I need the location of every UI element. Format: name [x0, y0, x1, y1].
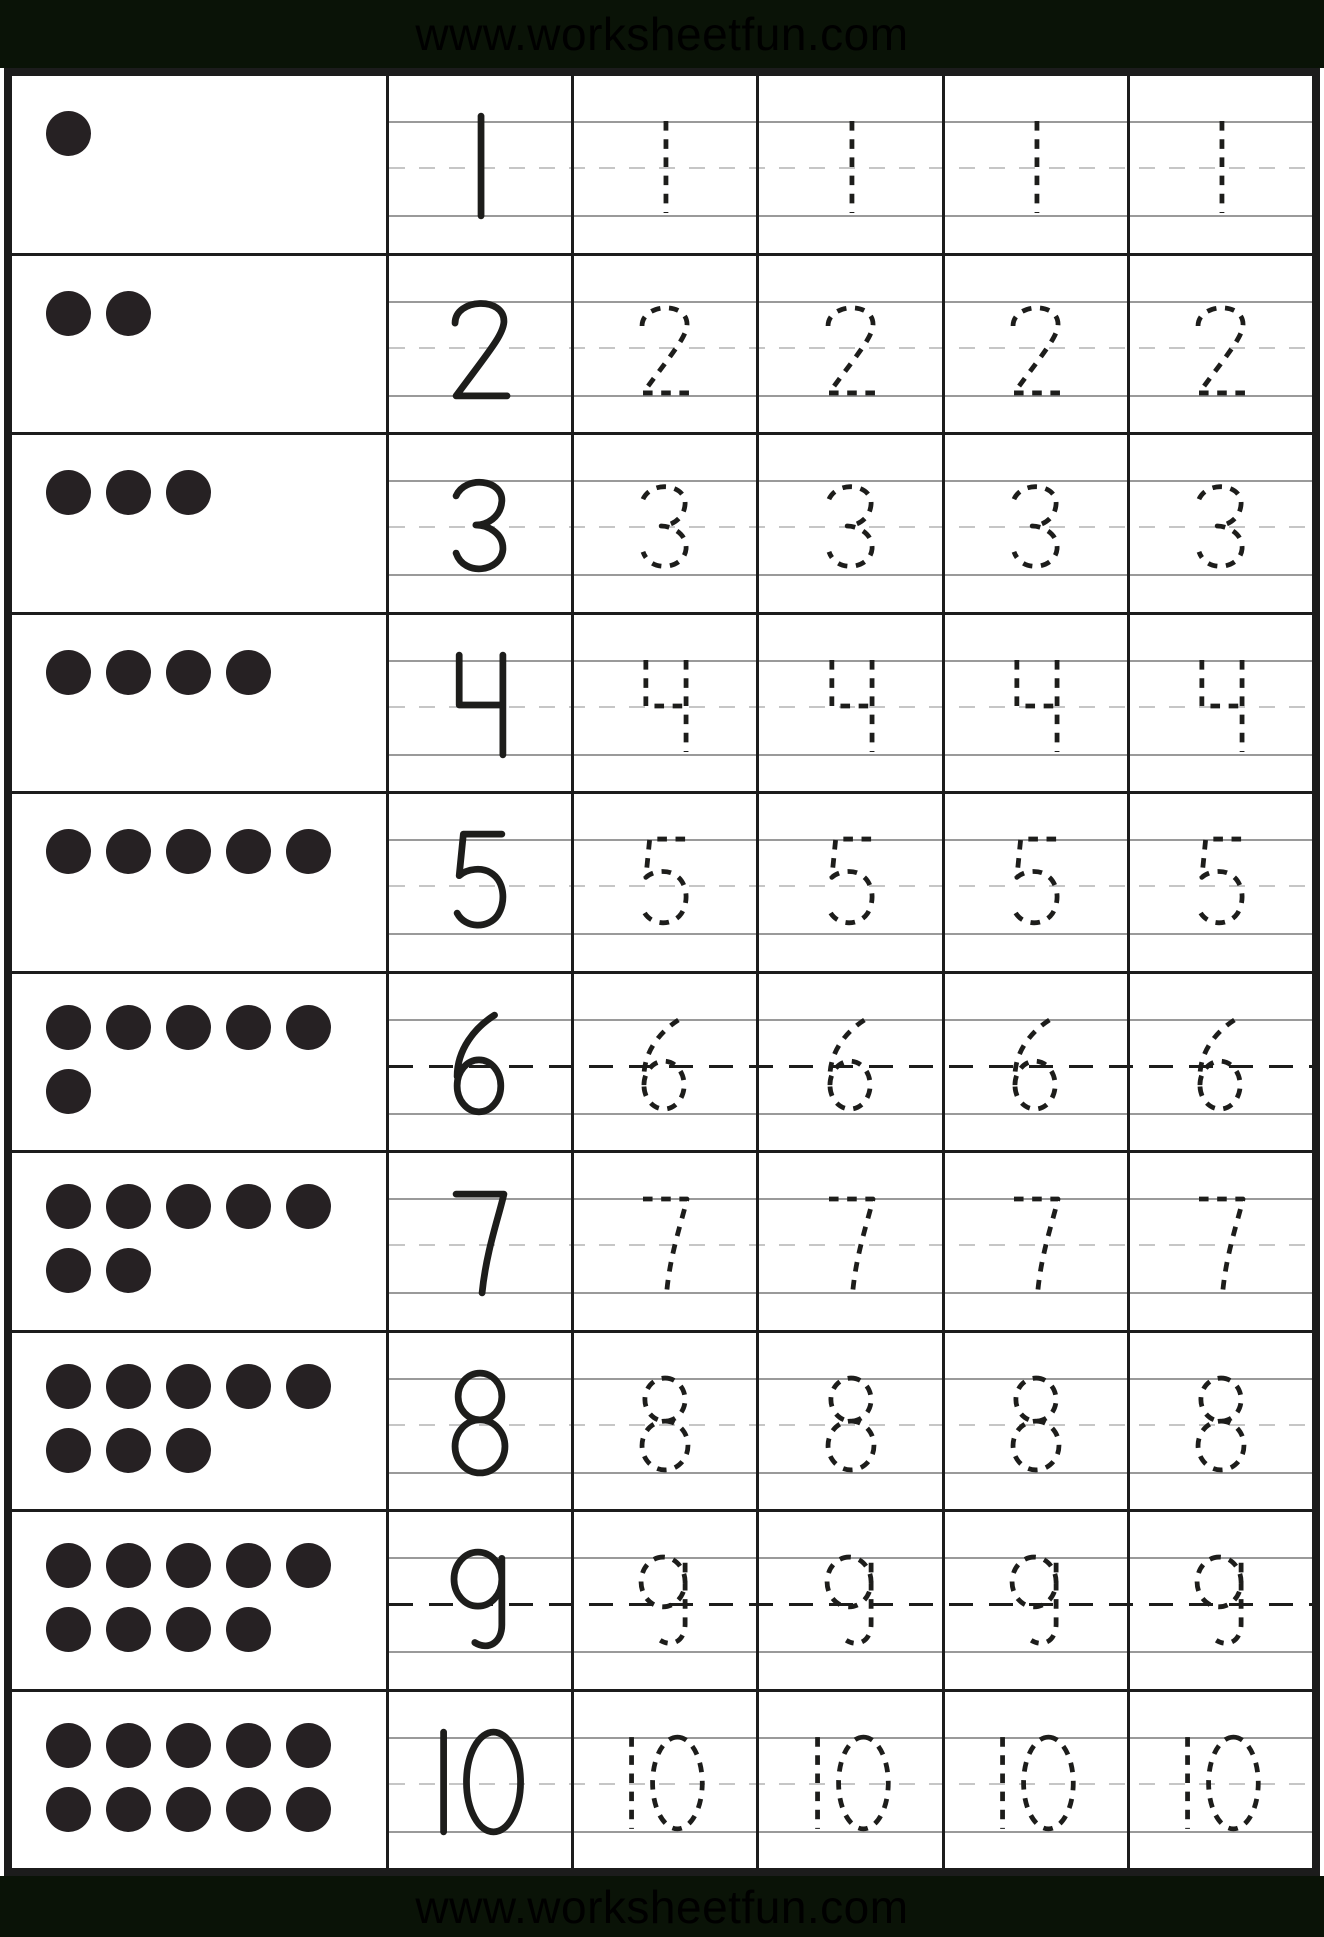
row-9 [12, 1512, 1312, 1692]
dots-cell-10 [12, 1692, 389, 1869]
count-dot [106, 291, 151, 336]
number-cell-trace-1-3 [942, 76, 1127, 253]
count-dot [166, 1005, 211, 1050]
dot-line [46, 829, 386, 874]
count-dot [46, 650, 91, 695]
count-dot [46, 1248, 91, 1293]
digit-trace-svg [1002, 478, 1069, 574]
count-dot [226, 650, 271, 695]
count-dot [286, 1005, 331, 1050]
count-dot [106, 1723, 151, 1768]
digit-solid-svg [444, 832, 517, 936]
number-cell-trace-2-4 [1127, 256, 1312, 433]
number-cell-trace-6-1 [571, 974, 756, 1151]
number-area-6 [389, 974, 1312, 1151]
number-cell-trace-3-3 [942, 435, 1127, 612]
row-6 [12, 974, 1312, 1154]
digit-trace-svg [817, 1555, 884, 1651]
count-dot [286, 1543, 331, 1588]
number-cell-trace-2-3 [942, 256, 1127, 433]
digit-trace-svg [632, 1017, 699, 1113]
count-dot [46, 1184, 91, 1229]
dots-cell-7 [12, 1153, 389, 1330]
dots-cell-3 [12, 435, 389, 612]
count-dot [166, 829, 211, 874]
count-dot [166, 1184, 211, 1229]
digit-solid-svg [444, 1371, 517, 1475]
count-dot [226, 1787, 271, 1832]
digit-trace-svg [632, 1555, 699, 1651]
digit-trace-svg [632, 119, 699, 215]
count-dot [46, 1607, 91, 1652]
number-cell-trace-4-4 [1127, 615, 1312, 792]
count-dot [46, 1428, 91, 1473]
digit-trace-svg [817, 837, 884, 933]
number-cell-trace-8-1 [571, 1333, 756, 1510]
number-area-7 [389, 1153, 1312, 1330]
number-cell-trace-2-1 [571, 256, 756, 433]
header-url: www.worksheetfun.com [415, 8, 909, 60]
count-dot [286, 1184, 331, 1229]
number-cell-solid-10 [389, 1692, 571, 1869]
count-dot [46, 1005, 91, 1050]
number-cell-trace-1-2 [756, 76, 941, 253]
number-cell-trace-4-2 [756, 615, 941, 792]
count-dot [286, 1364, 331, 1409]
count-dot [46, 291, 91, 336]
number-cell-trace-7-1 [571, 1153, 756, 1330]
number-cell-trace-6-2 [756, 974, 941, 1151]
count-dot [226, 829, 271, 874]
count-dot [226, 1723, 271, 1768]
count-dot [286, 1723, 331, 1768]
row-4 [12, 615, 1312, 795]
digit-trace-svg [1187, 1196, 1254, 1292]
digit-trace-svg [1187, 119, 1254, 215]
number-cell-solid-2 [389, 256, 571, 433]
dot-line [46, 1069, 386, 1114]
digit-trace-svg [817, 1017, 884, 1113]
number-cell-trace-9-3 [942, 1512, 1127, 1689]
worksheet-table [4, 68, 1320, 1876]
digit-trace-svg [817, 1376, 884, 1472]
number-area-5 [389, 794, 1312, 971]
digit-solid-svg [433, 1730, 527, 1834]
count-dot [226, 1005, 271, 1050]
count-dot [46, 111, 91, 156]
digit-trace-svg [1002, 299, 1069, 395]
digit-trace-svg [1002, 1376, 1069, 1472]
count-dot [46, 1364, 91, 1409]
count-dot [226, 1184, 271, 1229]
number-cell-trace-8-2 [756, 1333, 941, 1510]
number-cell-solid-1 [389, 76, 571, 253]
digit-trace-svg [993, 1735, 1079, 1831]
digit-trace-svg [1187, 299, 1254, 395]
dot-line [46, 1543, 386, 1588]
count-dot [166, 1364, 211, 1409]
number-cell-trace-6-4 [1127, 974, 1312, 1151]
count-dot [46, 829, 91, 874]
count-dot [46, 1787, 91, 1832]
digit-trace-svg [1187, 1017, 1254, 1113]
count-dot [106, 1607, 151, 1652]
dots-cell-2 [12, 256, 389, 433]
digit-trace-svg [1002, 1017, 1069, 1113]
number-cell-trace-10-3 [942, 1692, 1127, 1869]
count-dot [166, 1607, 211, 1652]
number-cell-solid-4 [389, 615, 571, 792]
digit-trace-svg [632, 837, 699, 933]
row-1 [12, 76, 1312, 256]
header-band [0, 0, 1324, 68]
number-area-9 [389, 1512, 1312, 1689]
digit-trace-svg [1187, 1376, 1254, 1472]
count-dot [46, 1723, 91, 1768]
digit-trace-svg [632, 299, 699, 395]
row-8 [12, 1333, 1312, 1513]
dot-line [46, 1364, 386, 1409]
digit-trace-svg [1187, 837, 1254, 933]
number-cell-trace-4-1 [571, 615, 756, 792]
count-dot [166, 1723, 211, 1768]
dots-cell-9 [12, 1512, 389, 1689]
digit-trace-svg [1178, 1735, 1264, 1831]
number-cell-trace-7-2 [756, 1153, 941, 1330]
count-dot [286, 1787, 331, 1832]
number-cell-trace-8-3 [942, 1333, 1127, 1510]
count-dot [106, 470, 151, 515]
count-dot [106, 1248, 151, 1293]
number-cell-trace-4-3 [942, 615, 1127, 792]
number-cell-solid-7 [389, 1153, 571, 1330]
dots-cell-8 [12, 1333, 389, 1510]
count-dot [106, 829, 151, 874]
dot-line [46, 1787, 386, 1832]
digit-trace-svg [1002, 119, 1069, 215]
dots-cell-1 [12, 76, 389, 253]
count-dot [106, 1428, 151, 1473]
count-dot [166, 1543, 211, 1588]
dot-line [46, 650, 386, 695]
count-dot [166, 470, 211, 515]
digit-solid-svg [444, 653, 517, 757]
digit-trace-svg [1002, 658, 1069, 754]
number-cell-solid-8 [389, 1333, 571, 1510]
count-dot [226, 1543, 271, 1588]
count-dot [166, 1787, 211, 1832]
number-area-2 [389, 256, 1312, 433]
count-dot [106, 1364, 151, 1409]
digit-trace-svg [1187, 658, 1254, 754]
row-10 [12, 1692, 1312, 1869]
number-cell-trace-8-4 [1127, 1333, 1312, 1510]
number-cell-trace-10-4 [1127, 1692, 1312, 1869]
digit-trace-svg [632, 478, 699, 574]
digit-trace-svg [1002, 1555, 1069, 1651]
count-dot [286, 829, 331, 874]
digit-solid-svg [444, 1012, 517, 1116]
number-area-3 [389, 435, 1312, 612]
number-cell-trace-1-1 [571, 76, 756, 253]
number-cell-trace-9-1 [571, 1512, 756, 1689]
digit-trace-svg [1002, 837, 1069, 933]
number-cell-trace-7-3 [942, 1153, 1127, 1330]
count-dot [46, 470, 91, 515]
number-cell-trace-5-4 [1127, 794, 1312, 971]
number-cell-trace-9-4 [1127, 1512, 1312, 1689]
number-cell-trace-5-1 [571, 794, 756, 971]
number-area-1 [389, 76, 1312, 253]
number-area-8 [389, 1333, 1312, 1510]
digit-trace-svg [632, 1376, 699, 1472]
number-cell-trace-3-1 [571, 435, 756, 612]
dot-line [46, 1607, 386, 1652]
digit-trace-svg [622, 1735, 708, 1831]
digit-solid-svg [444, 294, 517, 398]
dot-line [46, 470, 386, 515]
number-cell-trace-7-4 [1127, 1153, 1312, 1330]
digit-trace-svg [632, 1196, 699, 1292]
digit-solid-svg [444, 1550, 517, 1654]
digit-trace-svg [808, 1735, 894, 1831]
number-area-4 [389, 615, 1312, 792]
count-dot [46, 1543, 91, 1588]
dot-line [46, 1248, 386, 1293]
number-cell-trace-5-2 [756, 794, 941, 971]
number-cell-trace-2-2 [756, 256, 941, 433]
count-dot [226, 1607, 271, 1652]
number-cell-trace-6-3 [942, 974, 1127, 1151]
number-cell-trace-3-2 [756, 435, 941, 612]
digit-trace-svg [817, 1196, 884, 1292]
number-cell-solid-9 [389, 1512, 571, 1689]
number-cell-solid-3 [389, 435, 571, 612]
row-7 [12, 1153, 1312, 1333]
count-dot [166, 650, 211, 695]
count-dot [46, 1069, 91, 1114]
footer-band [0, 1876, 1324, 1937]
number-cell-trace-3-4 [1127, 435, 1312, 612]
footer-url: www.worksheetfun.com [415, 1880, 909, 1933]
digit-trace-svg [632, 658, 699, 754]
dot-line [46, 1428, 386, 1473]
digit-trace-svg [1187, 478, 1254, 574]
digit-trace-svg [817, 119, 884, 215]
count-dot [106, 1543, 151, 1588]
count-dot [166, 1428, 211, 1473]
number-cell-trace-10-2 [756, 1692, 941, 1869]
digit-solid-svg [444, 1191, 517, 1295]
count-dot [106, 1787, 151, 1832]
dot-line [46, 1005, 386, 1050]
dot-line [46, 1723, 386, 1768]
digit-trace-svg [1002, 1196, 1069, 1292]
digit-solid-svg [444, 473, 517, 577]
dots-cell-4 [12, 615, 389, 792]
number-cell-trace-9-2 [756, 1512, 941, 1689]
digit-trace-svg [817, 478, 884, 574]
number-cell-solid-6 [389, 974, 571, 1151]
digit-trace-svg [1187, 1555, 1254, 1651]
count-dot [226, 1364, 271, 1409]
number-cell-solid-5 [389, 794, 571, 971]
count-dot [106, 650, 151, 695]
row-3 [12, 435, 1312, 615]
number-cell-trace-10-1 [571, 1692, 756, 1869]
dots-cell-5 [12, 794, 389, 971]
digit-trace-svg [817, 658, 884, 754]
number-cell-trace-5-3 [942, 794, 1127, 971]
count-dot [106, 1184, 151, 1229]
dot-line [46, 111, 386, 156]
dot-line [46, 1184, 386, 1229]
number-cell-trace-1-4 [1127, 76, 1312, 253]
number-area-10 [389, 1692, 1312, 1869]
digit-trace-svg [817, 299, 884, 395]
count-dot [106, 1005, 151, 1050]
dots-cell-6 [12, 974, 389, 1151]
digit-solid-svg [444, 114, 517, 218]
row-2 [12, 256, 1312, 436]
row-5 [12, 794, 1312, 974]
dot-line [46, 291, 386, 336]
